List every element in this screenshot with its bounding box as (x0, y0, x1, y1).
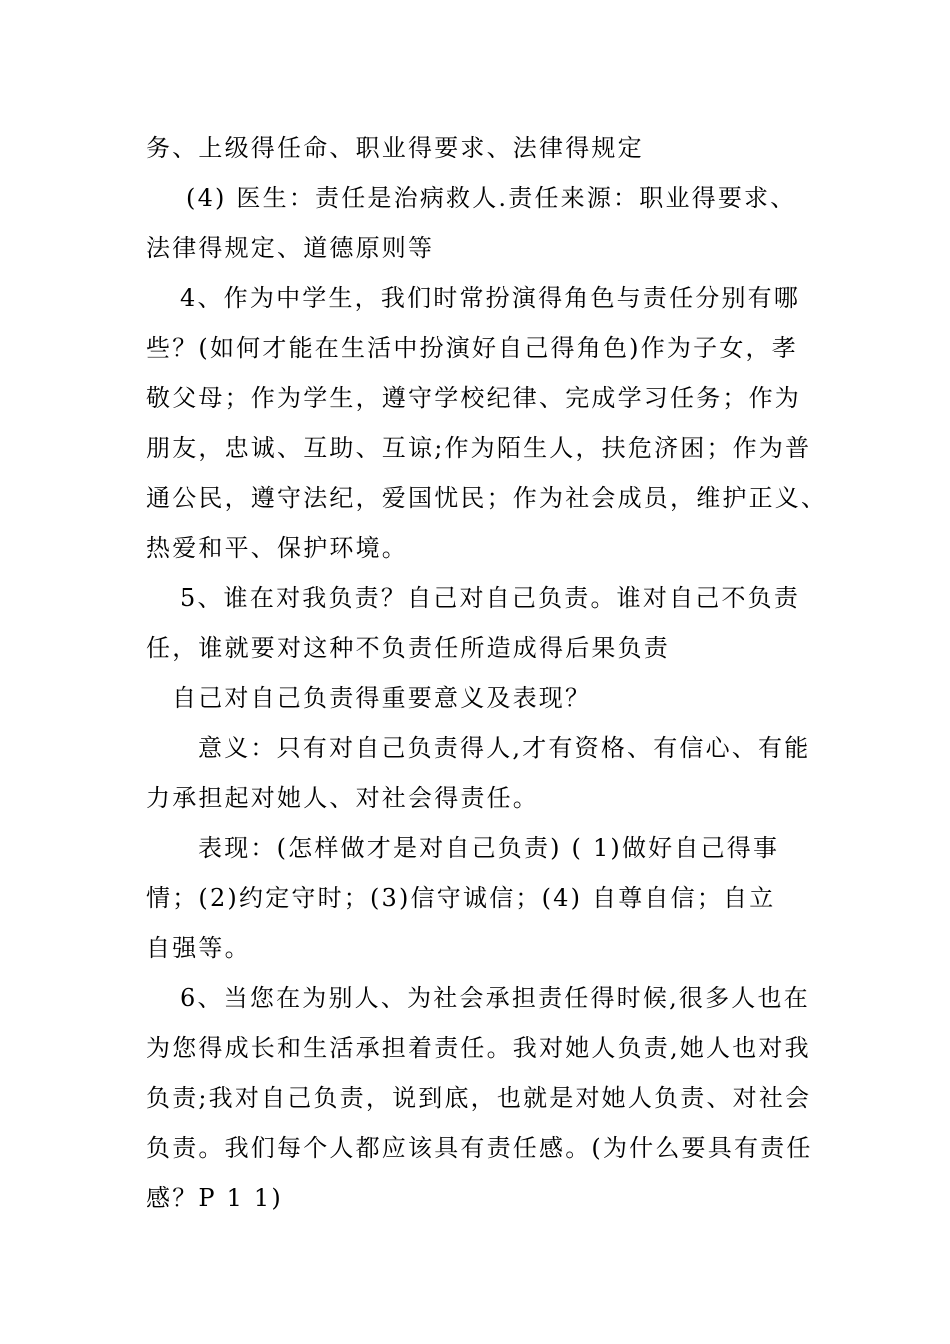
text-line: 情；(2)约定守时；(3)信守诚信；(4) 自尊自信；自立 (146, 884, 776, 912)
expression-line: 表现：(怎样做才是对自己负责) ( 1)做好自己得事 (198, 834, 780, 862)
text-line: 朋友，忠诚、互助、互谅;作为陌生人，扶危济困；作为普 (146, 434, 812, 462)
text-line: 负责。我们每个人都应该具有责任感。(为什么要具有责任 (146, 1134, 813, 1162)
text-line: 些？(如何才能在生活中扮演好自己得角色)作为子女，孝 (146, 334, 798, 362)
text-line: 任，谁就要对这种不负责任所造成得后果负责 (146, 634, 670, 662)
text-line: 热爱和平、保护环境。 (146, 534, 408, 562)
meaning-line: 意义：只有对自己负责得人,才有资格、有信心、有能 (198, 734, 811, 762)
text-line: (4) 医生：责任是治病救人.责任来源：职业得要求、 (186, 184, 797, 212)
text-line: 力承担起对她人、对社会得责任。 (146, 784, 539, 812)
text-line: 敬父母；作为学生，遵守学校纪律、完成学习任务；作为 (146, 384, 801, 412)
text-line: 负责;我对自己负责，说到底，也就是对她人负责、对社会 (146, 1084, 812, 1112)
text-line: 务、上级得任命、职业得要求、法律得规定 (146, 134, 644, 162)
text-line: 为您得成长和生活承担着责任。我对她人负责,她人也对我 (146, 1034, 811, 1062)
text-line: 通公民，遵守法纪，爱国忧民；作为社会成员，维护正义、 (146, 484, 828, 512)
question-6-line: 6、当您在为别人、为社会承担责任得时候,很多人也在 (180, 984, 810, 1012)
text-line: 法律得规定、道德原则等 (146, 234, 435, 262)
text-line: 自强等。 (146, 934, 251, 962)
question-5-line: 5、谁在对我负责？自己对自己负责。谁对自己不负责 (180, 584, 801, 612)
text-line: 感？P 1 1) (146, 1184, 283, 1212)
question-4-line: 4、作为中学生，我们时常扮演得角色与责任分别有哪 (180, 284, 801, 312)
subheading-line: 自己对自己负责得重要意义及表现？ (172, 684, 592, 712)
